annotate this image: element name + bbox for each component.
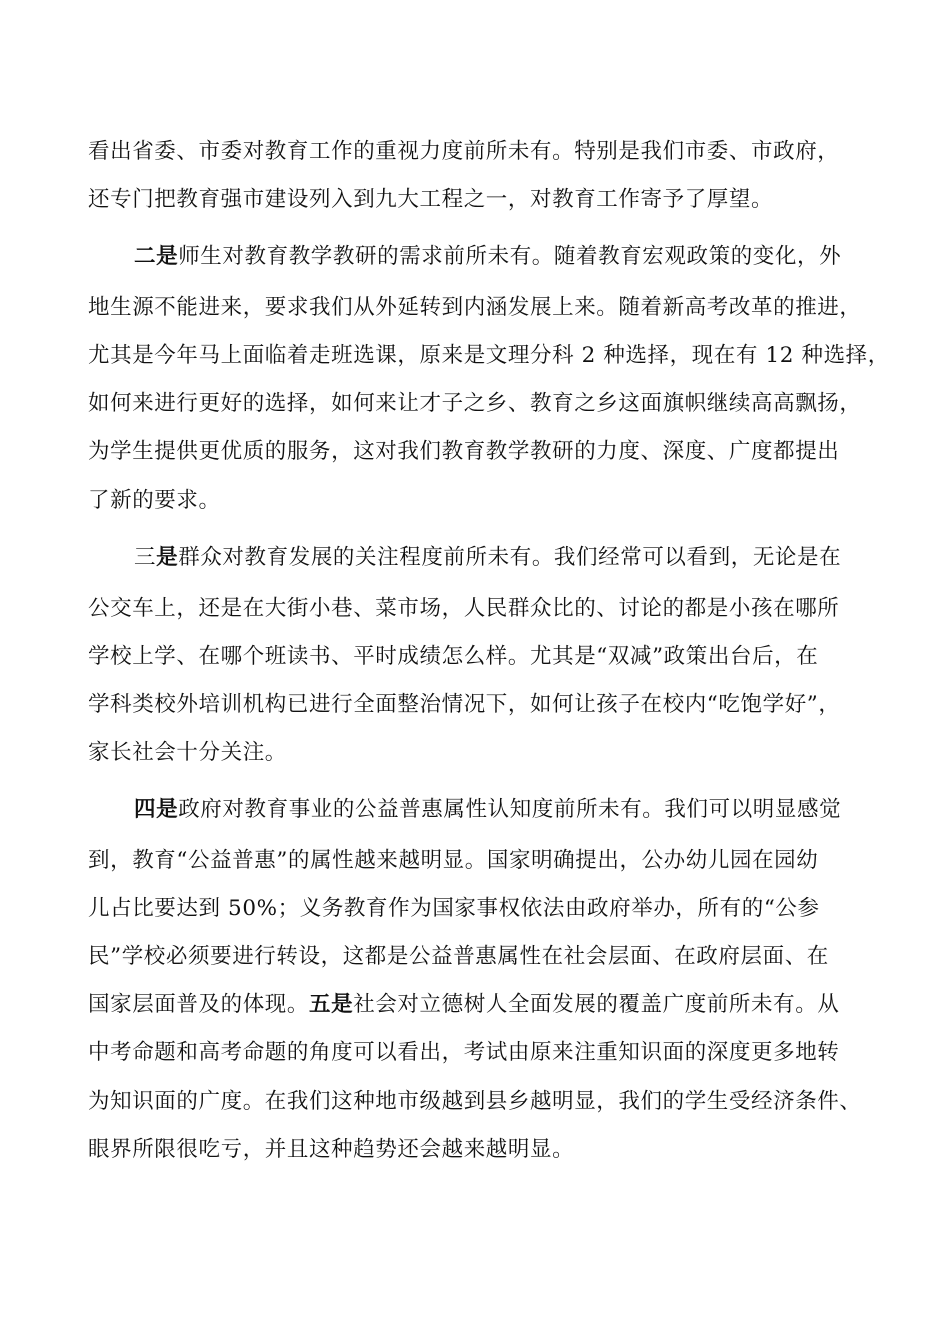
text-line <box>88 438 839 466</box>
text-run: 了新的要求。 <box>88 488 221 513</box>
text-line <box>88 294 862 322</box>
text-line <box>88 138 839 166</box>
text-run: 师生对教育教学教研的需求前所未有。随着教育宏观政策的变化，外 <box>178 244 842 269</box>
text-run: 为知识面的广度。在我们这种地市级越到县乡越明显，我们的学生受经济条件、 <box>88 1089 862 1114</box>
text-line <box>88 847 818 875</box>
bold-lead: 五是 <box>309 992 354 1017</box>
text-run: 家长社会十分关注。 <box>88 740 287 765</box>
text-run: 儿占比要达到 50%；义务教育作为国家事权依法由政府举办，所有的“公参 <box>88 896 820 921</box>
bold-lead: 是 <box>156 545 179 570</box>
text-run: 为学生提供更优质的服务，这对我们教育教学教研的力度、深度、广度都提出 <box>88 439 840 464</box>
text-run: 三 <box>134 545 157 570</box>
bold-lead: 四是 <box>134 797 179 822</box>
text-line <box>88 739 287 767</box>
text-run: 民”学校必须要进行转设，这都是公益普惠属性在社会层面、在政府层面、在 <box>88 944 829 969</box>
text-run: 尤其是今年马上面临着走班选课，原来是文理分科 2 种选择，现在有 12 种选择， <box>88 343 890 368</box>
text-run: 如何来进行更好的选择，如何来让才子之乡、教育之乡这面旗帜继续高高飘扬， <box>88 391 862 416</box>
text-run: 中考命题和高考命题的角度可以看出，考试由原来注重知识面的深度更多地转 <box>88 1040 840 1065</box>
text-line <box>88 342 890 370</box>
text-run: 看出省委、市委对教育工作的重视力度前所未有。特别是我们市委、市政府， <box>88 139 840 164</box>
text-run: 社会对立德树人全面发展的覆盖广度前所未有。从 <box>353 992 840 1017</box>
text-run: 群众对教育发展的关注程度前所未有。我们经常可以看到，无论是在 <box>178 545 842 570</box>
text-line <box>88 895 820 923</box>
text-line <box>88 186 773 214</box>
text-line <box>88 487 221 515</box>
text-line <box>134 796 841 824</box>
text-line <box>88 1136 574 1164</box>
text-line <box>88 1088 862 1116</box>
text-line <box>134 243 841 271</box>
text-run: 学校上学、在哪个班读书、平时成绩怎么样。尤其是“双减”政策出台后，在 <box>88 644 819 669</box>
text-line <box>134 544 841 572</box>
text-run: 公交车上，还是在大街小巷、菜市场，人民群众比的、讨论的都是小孩在哪所 <box>88 596 840 621</box>
text-line <box>88 943 829 971</box>
text-run: 还专门把教育强市建设列入到九大工程之一，对教育工作寄予了厚望。 <box>88 187 774 212</box>
text-line <box>88 595 839 623</box>
text-line <box>88 1039 839 1067</box>
text-run: 政府对教育事业的公益普惠属性认知度前所未有。我们可以明显感觉 <box>178 797 842 822</box>
text-line <box>88 991 839 1019</box>
text-run: 地生源不能进来，要求我们从外延转到内涵发展上来。随着新高考改革的推进， <box>88 295 862 320</box>
text-line <box>88 691 841 719</box>
text-line <box>88 390 862 418</box>
bold-lead: 二是 <box>134 244 179 269</box>
text-run: 国家层面普及的体现。 <box>88 992 310 1017</box>
text-run: 学科类校外培训机构已进行全面整治情况下，如何让孩子在校内“吃饱学好”， <box>88 692 841 717</box>
text-run: 到，教育“公益普惠”的属性越来越明显。国家明确提出，公办幼儿园在园幼 <box>88 848 819 873</box>
text-run: 眼界所限很吃亏，并且这种趋势还会越来越明显。 <box>88 1137 575 1162</box>
text-line <box>88 643 818 671</box>
